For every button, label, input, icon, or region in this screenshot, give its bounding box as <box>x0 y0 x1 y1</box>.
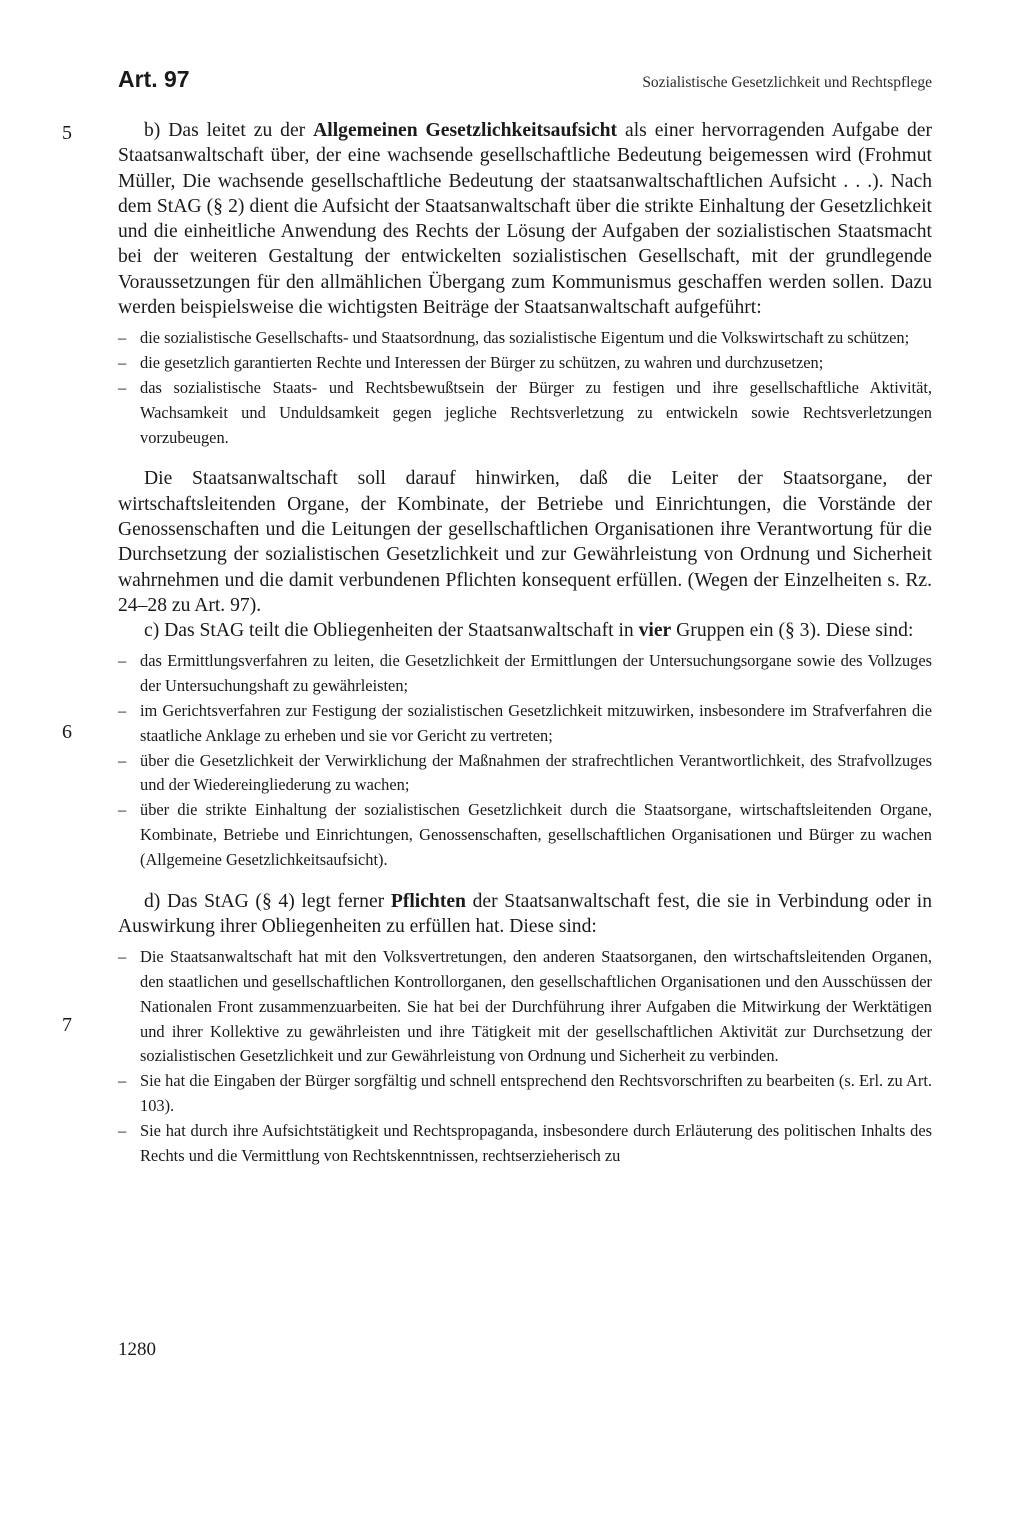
list-section-5 <box>118 326 932 450</box>
list-item-text: Sie hat die Eingaben der Bürger sorgfältig und schnell entsprechend den Rechtsvorschriften zu bearbeiten (s. Erl. zu Art. 103). <box>140 1071 932 1115</box>
paragraph-7 <box>118 889 932 940</box>
body-text <box>118 118 932 1168</box>
list-item-text: über die strikte Einhaltung der sozialistischen Gesetzlichkeit durch die Staatsorgane, wirtschaftsleitenden Organe, Kombinate, Betriebe und Einrichtungen, Genossenschaften, gesellschaftlichen Organisationen und Bürger zu wachen (Allgemeine Gesetzlichkeitsaufsicht). <box>140 800 932 869</box>
dash: – <box>118 701 127 721</box>
emphasis: Allgemeinen Gesetzlichkeitsaufsicht <box>313 120 618 141</box>
dash: – <box>118 328 127 348</box>
list-item-text: im Gerichtsverfahren zur Festigung der sozialistischen Gesetzlichkeit mitzuwirken, insbesondere im Strafverfahren die staatliche Anklage zu erheben und sie vor Gericht zu vertreten; <box>140 701 932 745</box>
text: c) Das StAG teilt die Obliegenheiten der Staatsanwaltschaft in <box>144 620 639 642</box>
margin-number-7: 7 <box>62 1014 72 1036</box>
text: Gruppen ein (§ 3). Diese sind: <box>671 620 914 642</box>
list-item <box>118 649 932 699</box>
emphasis: vier <box>638 620 672 642</box>
list-section-7 <box>118 945 932 1168</box>
list-item-text: Sie hat durch ihre Aufsichtstätigkeit und Rechtspropaganda, insbesondere durch Erläuterung des politischen Inhalts des Rechts und die Vermittlung von Rechtskenntnissen, rechtserzieherisch zu <box>140 1120 932 1165</box>
list-item-text: Die Staatsanwaltschaft hat mit den Volksvertretungen, den anderen Staatsorganen, den wirtschaftsleitenden Organen, den staatlichen und gesellschaftlichen Kontrollorganen, den gesellschaftlichen Organisationen und den Ausschüssen der Nationalen Front zusammenzuarbeiten. Sie hat bei der Durchführung ihrer Aufgaben die Mitwirkung der Werktätigen und ihrer Kollektive zu gewährleisten und ihre Tätigkeit mit der gesellschaftlichen Aktivität zur Durchsetzung der sozialistischen Gesetzlichkeit und zur Gewährleistung von Ordnung und Sicherheit zu verbinden. <box>140 947 932 1066</box>
list-item-text: die gesetzlich garantierten Rechte und Interessen der Bürger zu schützen, zu wahren und durchzusetzen; <box>140 353 824 373</box>
dash: – <box>118 947 127 967</box>
paragraph-6 <box>118 618 932 643</box>
list-section-6 <box>118 649 932 872</box>
list-item-text: das sozialistische Staats- und Rechtsbewußtsein der Bürger zu festigen und ihre gesellschaftliche Aktivität, Wachsamkeit und Unduldsamkeit gegen jegliche Rechtsverletzung zu entwickeln sowie Rechtsverletzungen vorzubeugen. <box>140 377 932 447</box>
list-item <box>118 351 932 376</box>
running-title: Sozialistische Gesetzlichkeit und Rechtspflege <box>642 74 932 91</box>
dash: – <box>118 750 127 770</box>
paragraph-5-continued <box>118 466 932 618</box>
text: b) Das leitet zu der <box>144 120 314 141</box>
emphasis: Pflichten <box>390 890 466 912</box>
dash: – <box>118 800 127 820</box>
article-heading: Art. 97 <box>118 66 190 92</box>
list-item <box>118 376 932 450</box>
list-item-text: das Ermittlungsverfahren zu leiten, die Gesetzlichkeit der Ermittlungen der Untersuchungsorgane sowie des Vollzuges der Untersuchungshaft zu gewährleisten; <box>140 651 932 696</box>
dash: – <box>118 651 127 671</box>
list-item <box>118 798 932 872</box>
text: Die Staatsanwaltschaft soll darauf hinwirken, daß die Leiter der Staatsorgane, der wirtschaftsleitenden Organe, der Kombinate, der Betriebe und Einrichtungen, die Vorstände der Genossenschaften und die Leitungen der gesellschaftlichen Organisationen ihre Verantwortung für die Durchsetzung der sozialistischen Gesetzlichkeit und zur Gewährleistung von Ordnung und Sicherheit wahrnehmen und die damit verbundenen Pflichten konsequent erfüllen. (Wegen der Einzelheiten s. Rz. 24–28 zu Art. 97). <box>118 468 932 616</box>
margin-number-6: 6 <box>62 721 72 743</box>
list-item-text: die sozialistische Gesellschafts- und Staatsordnung, das sozialistische Eigentum und die Volkswirtschaft zu schützen; <box>140 328 910 348</box>
dash: – <box>118 1071 127 1091</box>
list-item <box>118 699 932 749</box>
list-item <box>118 1119 932 1169</box>
list-item <box>118 326 932 351</box>
list-item <box>118 749 932 799</box>
list-item-text: über die Gesetzlichkeit der Verwirklichung der Maßnahmen der strafrechtlichen Verantwortlichkeit, des Strafvollzuges und der Wiedereingliederung zu wachen; <box>140 750 932 795</box>
dash: – <box>118 1120 127 1140</box>
margin-number-5: 5 <box>62 122 72 144</box>
text: der Staatsanwaltschaft fest, die sie in Verbindung oder in Auswirkung ihrer Obliegenheiten zu erfüllen hat. Diese sind: <box>118 890 932 937</box>
text: d) Das StAG (§ 4) legt ferner <box>144 890 391 912</box>
dash: – <box>118 353 127 373</box>
dash: – <box>118 377 127 397</box>
paragraph-5 <box>118 118 932 320</box>
list-item <box>118 1069 932 1119</box>
text: als einer hervorragenden Aufgabe der Staatsanwaltschaft über, der eine wachsende gesellschaftliche Bedeutung beigemessen wird (Frohmut Müller, Die wachsende gesellschaftliche Bedeutung der staatsanwaltschaftlichen Aufsicht . . .). Nach dem StAG (§ 2) dient die Aufsicht der Staatsanwaltschaft über die strikte Einhaltung der Gesetzlichkeit und die einheitliche Anwendung des Rechts der Lösung der Aufgaben der sozialistischen Staatsmacht bei der weiteren Gestaltung der entwickelten sozialistischen Gesellschaft, mit der grundlegende Voraussetzungen für den allmählichen Übergang zum Kommunismus geschaffen werden sollen. Dazu werden beispielsweise die wichtigsten Beiträge der Staatsanwaltschaft aufgeführt: <box>118 120 932 319</box>
list-item <box>118 945 932 1069</box>
page-number: 1280 <box>118 1339 156 1360</box>
